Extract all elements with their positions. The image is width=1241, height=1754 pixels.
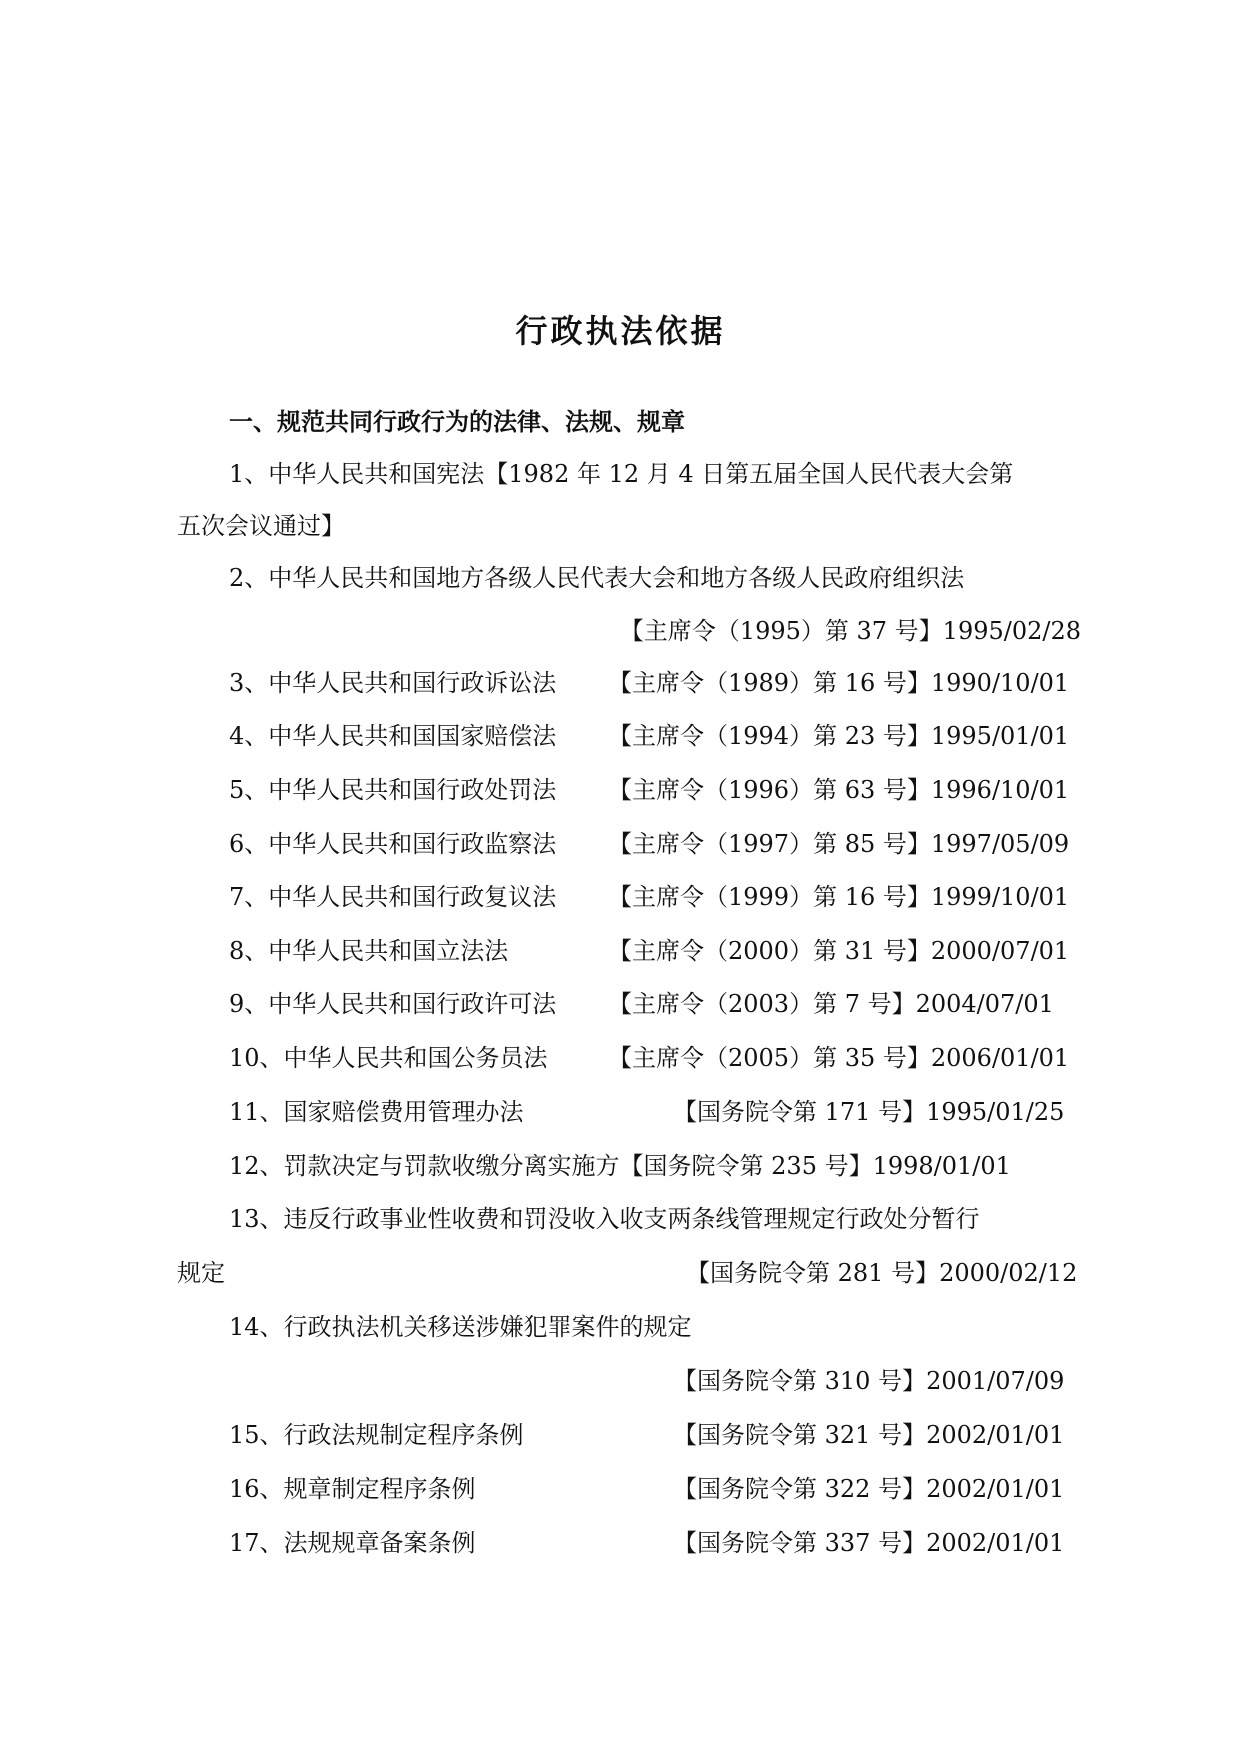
list-item-16-name: 16、规章制定程序条例 <box>229 1475 476 1503</box>
list-item-10-name: 10、中华人民共和国公务员法 <box>229 1044 548 1072</box>
list-item-8-ref: 【主席令（2000）第 31 号】2000/07/01 <box>608 937 1070 965</box>
list-item-10-ref: 【主席令（2005）第 35 号】2006/01/01 <box>608 1044 1070 1072</box>
list-item-8-name: 8、中华人民共和国立法法 <box>229 937 509 965</box>
list-item-15-ref: 【国务院令第 321 号】2002/01/01 <box>673 1421 1065 1449</box>
list-item-13-line1: 13、违反行政事业性收费和罚没收入收支两条线管理规定行政处分暂行 <box>229 1205 980 1233</box>
list-item-14-name: 14、行政执法机关移送涉嫌犯罪案件的规定 <box>229 1313 692 1341</box>
list-item-7-ref: 【主席令（1999）第 16 号】1999/10/01 <box>608 883 1070 911</box>
list-item-4-name: 4、中华人民共和国国家赔偿法 <box>229 722 557 750</box>
list-item-11-name: 11、国家赔偿费用管理办法 <box>229 1098 524 1126</box>
list-item-5-ref: 【主席令（1996）第 63 号】1996/10/01 <box>608 776 1070 804</box>
list-item-9-ref: 【主席令（2003）第 7 号】2004/07/01 <box>608 990 1054 1018</box>
list-item-1-line1: 1、中华人民共和国宪法【1982 年 12 月 4 日第五届全国人民代表大会第 <box>229 460 1014 488</box>
list-item-15-name: 15、行政法规制定程序条例 <box>229 1421 524 1449</box>
list-item-3-name: 3、中华人民共和国行政诉讼法 <box>229 669 557 697</box>
list-item-6-name: 6、中华人民共和国行政监察法 <box>229 830 557 858</box>
list-item-17-name: 17、法规规章备案条例 <box>229 1529 476 1557</box>
list-item-17-ref: 【国务院令第 337 号】2002/01/01 <box>673 1529 1065 1557</box>
list-item-5-name: 5、中华人民共和国行政处罚法 <box>229 776 557 804</box>
list-item-13-line2: 规定 <box>177 1259 225 1287</box>
list-item-3-ref: 【主席令（1989）第 16 号】1990/10/01 <box>608 669 1070 697</box>
list-item-7-name: 7、中华人民共和国行政复议法 <box>229 883 557 911</box>
list-item-12-name: 12、罚款决定与罚款收缴分离实施方【国务院令第 235 号】1998/01/01 <box>229 1152 1011 1180</box>
list-item-9-name: 9、中华人民共和国行政许可法 <box>229 990 557 1018</box>
section-heading: 一、规范共同行政行为的法律、法规、规章 <box>229 407 685 436</box>
list-item-1-line2: 五次会议通过】 <box>177 512 345 540</box>
list-item-13-ref: 【国务院令第 281 号】2000/02/12 <box>686 1259 1078 1287</box>
list-item-16-ref: 【国务院令第 322 号】2002/01/01 <box>673 1475 1065 1503</box>
list-item-6-ref: 【主席令（1997）第 85 号】1997/05/09 <box>608 830 1070 858</box>
list-item-2-name: 2、中华人民共和国地方各级人民代表大会和地方各级人民政府组织法 <box>229 564 965 592</box>
list-item-2-ref: 【主席令（1995）第 37 号】1995/02/28 <box>619 617 1081 645</box>
list-item-11-ref: 【国务院令第 171 号】1995/01/25 <box>673 1098 1065 1126</box>
page-title: 行政执法依据 <box>515 312 726 350</box>
list-item-4-ref: 【主席令（1994）第 23 号】1995/01/01 <box>608 722 1070 750</box>
list-item-14-ref: 【国务院令第 310 号】2001/07/09 <box>673 1367 1065 1395</box>
